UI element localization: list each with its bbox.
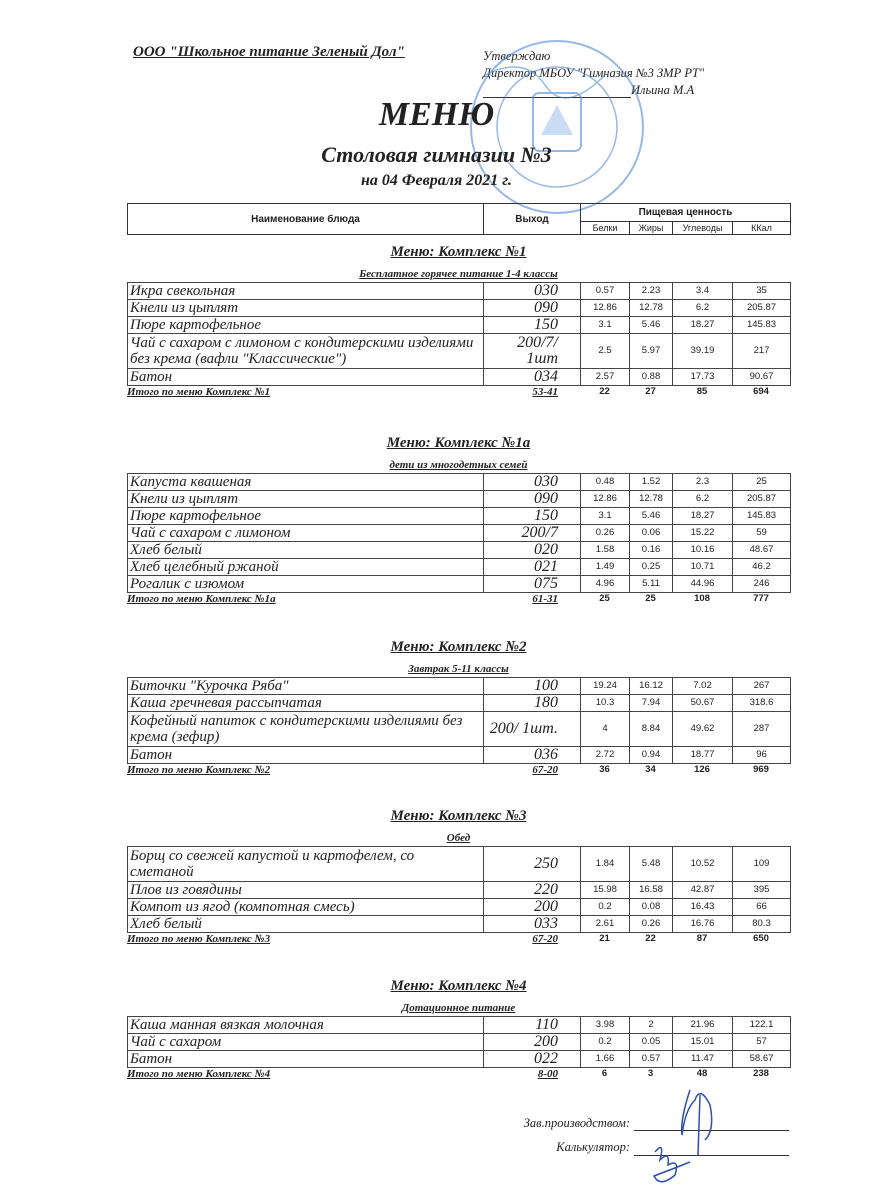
- kcal-value: 145.83: [733, 317, 791, 334]
- kcal-value: 267: [733, 678, 791, 695]
- section-title: Меню: Комплекс №2: [390, 639, 527, 655]
- carbs-value: 42.87: [673, 882, 733, 899]
- protein-value: 19.24: [581, 678, 630, 695]
- fat-value: 16.58: [630, 882, 673, 899]
- fat-value: 5.46: [630, 317, 673, 334]
- carbs-value: 10.16: [673, 542, 733, 559]
- fat-value: 5.46: [630, 508, 673, 525]
- total-fat: 3: [647, 1068, 654, 1079]
- fat-value: 0.06: [630, 525, 673, 542]
- table-row: [128, 695, 791, 712]
- section-subtitle: Обед: [446, 832, 471, 844]
- column-kcal-header: ККал: [733, 222, 791, 235]
- total-fat: 34: [645, 764, 656, 775]
- dish-name: Кнели из цыплят: [128, 300, 484, 317]
- section-total-row: [127, 764, 790, 780]
- fat-value: 0.26: [630, 916, 673, 933]
- total-price: 8-00: [537, 1068, 558, 1080]
- dish-output: 034: [484, 369, 581, 386]
- protein-value: 2.57: [581, 369, 630, 386]
- protein-value: 4.96: [581, 576, 630, 593]
- dish-name: Кофейный напиток с кондитерскими изделиями без крема (зефир): [128, 712, 484, 747]
- menu-section: [127, 241, 790, 402]
- carbs-value: 16.43: [673, 899, 733, 916]
- total-carbs: 87: [696, 933, 708, 944]
- protein-value: 4: [581, 712, 630, 747]
- kcal-value: 96: [733, 747, 791, 764]
- kcal-value: 35: [733, 283, 791, 300]
- page-subtitle: Столовая гимназии №3: [321, 142, 552, 167]
- total-protein: 22: [599, 386, 610, 397]
- carbs-value: 16.76: [673, 916, 733, 933]
- total-kcal: 777: [753, 593, 769, 604]
- total-label: Итого по меню Комплекс №2: [127, 764, 271, 776]
- calculator-label: Калькулятор:: [556, 1140, 630, 1154]
- dish-output: 022: [484, 1051, 581, 1068]
- protein-value: 1.66: [581, 1051, 630, 1068]
- table-row: [128, 1034, 791, 1051]
- table-row: [128, 334, 791, 369]
- dish-name: Батон: [128, 1051, 484, 1068]
- total-carbs: 108: [694, 593, 710, 604]
- dish-name: Биточки "Курочка Ряба": [128, 678, 484, 695]
- dish-output: 200/7: [484, 525, 581, 542]
- dish-name: Каша гречневая рассыпчатая: [128, 695, 484, 712]
- production-head-label: Зав.производством:: [523, 1116, 630, 1130]
- menu-section: [127, 636, 790, 780]
- carbs-value: 7.02: [673, 678, 733, 695]
- carbs-value: 39.19: [673, 334, 733, 369]
- approval-line-2: Директор МБОУ "Гимназия №3 ЗМР РТ": [483, 66, 705, 80]
- dish-name: Икра свекольная: [128, 283, 484, 300]
- carbs-value: 15.01: [673, 1034, 733, 1051]
- dish-name: Каша манная вязкая молочная: [128, 1017, 484, 1034]
- total-kcal: 238: [753, 1068, 769, 1079]
- protein-value: 3.98: [581, 1017, 630, 1034]
- kcal-value: 48.67: [733, 542, 791, 559]
- section-subtitle: Завтрак 5-11 классы: [408, 663, 509, 675]
- dish-name: Плов из говядины: [128, 882, 484, 899]
- table-row: [128, 474, 791, 491]
- dish-output: 036: [484, 747, 581, 764]
- total-fat: 27: [645, 386, 656, 397]
- dish-table: [127, 473, 791, 593]
- kcal-value: 395: [733, 882, 791, 899]
- table-row: [128, 882, 791, 899]
- protein-value: 0.48: [581, 474, 630, 491]
- dish-name: Батон: [128, 747, 484, 764]
- total-kcal: 650: [753, 933, 769, 944]
- table-row: [128, 559, 791, 576]
- dish-name: Чай с сахаром с лимоном: [128, 525, 484, 542]
- kcal-value: 246: [733, 576, 791, 593]
- table-row: [128, 899, 791, 916]
- protein-value: 12.86: [581, 491, 630, 508]
- protein-value: 0.2: [581, 1034, 630, 1051]
- fat-value: 0.88: [630, 369, 673, 386]
- fat-value: 5.11: [630, 576, 673, 593]
- protein-value: 12.86: [581, 300, 630, 317]
- dish-output: 033: [484, 916, 581, 933]
- fat-value: 7.94: [630, 695, 673, 712]
- protein-value: 2.72: [581, 747, 630, 764]
- kcal-value: 57: [733, 1034, 791, 1051]
- table-row: [128, 1051, 791, 1068]
- column-name-header: Наименование блюда: [128, 204, 484, 235]
- carbs-value: 3.4: [673, 283, 733, 300]
- protein-value: 0.2: [581, 899, 630, 916]
- section-total-row: [127, 593, 790, 609]
- fat-value: 1.52: [630, 474, 673, 491]
- organization-name: ООО "Школьное питание Зеленый Дол": [133, 44, 405, 60]
- dish-output: 100: [484, 678, 581, 695]
- dish-output: 220: [484, 882, 581, 899]
- dish-name: Пюре картофельное: [128, 317, 484, 334]
- table-row: [128, 542, 791, 559]
- table-row: [128, 712, 791, 747]
- kcal-value: 145.83: [733, 508, 791, 525]
- dish-table: [127, 846, 791, 933]
- protein-value: 2.5: [581, 334, 630, 369]
- total-protein: 6: [601, 1068, 608, 1079]
- protein-value: 15.98: [581, 882, 630, 899]
- carbs-value: 49.62: [673, 712, 733, 747]
- column-nutrition-header: Пищевая ценность: [581, 204, 791, 222]
- section-title: Меню: Комплекс №3: [390, 808, 527, 824]
- protein-value: 1.84: [581, 847, 630, 882]
- dish-name: Хлеб целебный ржаной: [128, 559, 484, 576]
- section-subtitle: Дотационное питание: [401, 1002, 516, 1014]
- fat-value: 0.08: [630, 899, 673, 916]
- kcal-value: 80.3: [733, 916, 791, 933]
- section-subtitle: Бесплатное горячее питание 1-4 классы: [359, 268, 558, 280]
- dish-output: 250: [484, 847, 581, 882]
- carbs-value: 50.67: [673, 695, 733, 712]
- kcal-value: 318.6: [733, 695, 791, 712]
- table-row: [128, 916, 791, 933]
- menu-section: [127, 805, 790, 949]
- total-protein: 36: [599, 764, 610, 775]
- kcal-value: 205.87: [733, 491, 791, 508]
- dish-output: 200: [484, 1034, 581, 1051]
- kcal-value: 59: [733, 525, 791, 542]
- section-title: Меню: Комплекс №1: [390, 244, 527, 260]
- kcal-value: 205.87: [733, 300, 791, 317]
- dish-table: [127, 1016, 791, 1068]
- kcal-value: 217: [733, 334, 791, 369]
- approval-line-3: Ильина М.А: [631, 83, 695, 97]
- carbs-value: 6.2: [673, 491, 733, 508]
- table-row: [128, 1017, 791, 1034]
- fat-value: 0.94: [630, 747, 673, 764]
- fat-value: 2: [630, 1017, 673, 1034]
- dish-output: 150: [484, 508, 581, 525]
- fat-value: 12.78: [630, 300, 673, 317]
- kcal-value: 58.67: [733, 1051, 791, 1068]
- total-fat: 25: [645, 593, 656, 604]
- total-carbs: 48: [696, 1068, 708, 1079]
- total-protein: 25: [599, 593, 610, 604]
- carbs-value: 15.22: [673, 525, 733, 542]
- dish-output: 200: [484, 899, 581, 916]
- menu-section: [127, 432, 790, 609]
- dish-name: Хлеб белый: [128, 542, 484, 559]
- carbs-value: 18.77: [673, 747, 733, 764]
- dish-name: Кнели из цыплят: [128, 491, 484, 508]
- protein-value: 1.49: [581, 559, 630, 576]
- table-row: [128, 317, 791, 334]
- dish-table: [127, 677, 791, 764]
- carbs-value: 44.96: [673, 576, 733, 593]
- total-label: Итого по меню Комплекс №1а: [127, 593, 276, 605]
- total-kcal: 969: [753, 764, 769, 775]
- carbs-value: 17.73: [673, 369, 733, 386]
- fat-value: 5.48: [630, 847, 673, 882]
- dish-name: Рогалик с изюмом: [128, 576, 484, 593]
- dish-output: 021: [484, 559, 581, 576]
- column-header-table: [127, 203, 791, 235]
- dish-output: 090: [484, 300, 581, 317]
- total-carbs: 85: [696, 386, 708, 397]
- kcal-value: 90.67: [733, 369, 791, 386]
- table-row: [128, 508, 791, 525]
- table-row: [128, 678, 791, 695]
- table-row: [128, 525, 791, 542]
- kcal-value: 109: [733, 847, 791, 882]
- kcal-value: 25: [733, 474, 791, 491]
- carbs-value: 10.52: [673, 847, 733, 882]
- menu-section: [127, 975, 790, 1084]
- total-protein: 21: [599, 933, 610, 944]
- dish-name: Компот из ягод (компотная смесь): [128, 899, 484, 916]
- table-row: [128, 847, 791, 882]
- fat-value: 16.12: [630, 678, 673, 695]
- fat-value: 2.23: [630, 283, 673, 300]
- table-row: [128, 300, 791, 317]
- section-title: Меню: Комплекс №1а: [386, 435, 531, 451]
- kcal-value: 66: [733, 899, 791, 916]
- protein-value: 3.1: [581, 317, 630, 334]
- table-row: [128, 283, 791, 300]
- carbs-value: 18.27: [673, 508, 733, 525]
- fat-value: 12.78: [630, 491, 673, 508]
- table-row: [128, 369, 791, 386]
- column-carbs-header: Углеводы: [673, 222, 733, 235]
- protein-value: 0.26: [581, 525, 630, 542]
- column-output-header: Выход: [484, 204, 581, 235]
- carbs-value: 11.47: [673, 1051, 733, 1068]
- kcal-value: 46.2: [733, 559, 791, 576]
- dish-name: Чай с сахаром с лимоном с кондитерскими изделиями без крема (вафли "Классические"): [128, 334, 484, 369]
- kcal-value: 287: [733, 712, 791, 747]
- section-subtitle: дети из многодетных семей: [389, 459, 528, 471]
- total-label: Итого по меню Комплекс №3: [127, 933, 271, 945]
- dish-name: Борщ со свежей капустой и картофелем, со сметаной: [128, 847, 484, 882]
- total-label: Итого по меню Комплекс №1: [127, 386, 271, 398]
- dish-name: Капуста квашеная: [128, 474, 484, 491]
- column-protein-header: Белки: [581, 222, 630, 235]
- dish-output: 030: [484, 283, 581, 300]
- protein-value: 2.61: [581, 916, 630, 933]
- section-total-row: [127, 386, 790, 402]
- page-title: МЕНЮ: [378, 96, 495, 133]
- dish-output: 090: [484, 491, 581, 508]
- section-total-row: [127, 933, 790, 949]
- fat-value: 0.16: [630, 542, 673, 559]
- table-row: [128, 491, 791, 508]
- total-kcal: 694: [753, 386, 769, 397]
- dish-output: 200/ 1шт.: [484, 712, 581, 747]
- menu-date: на 04 Февраля 2021 г.: [361, 172, 512, 189]
- total-label: Итого по меню Комплекс №4: [127, 1068, 271, 1080]
- protein-value: 3.1: [581, 508, 630, 525]
- dish-output: 110: [484, 1017, 581, 1034]
- dish-output: 030: [484, 474, 581, 491]
- dish-name: Пюре картофельное: [128, 508, 484, 525]
- dish-output: 150: [484, 317, 581, 334]
- dish-name: Чай с сахаром: [128, 1034, 484, 1051]
- section-title: Меню: Комплекс №4: [390, 978, 527, 994]
- fat-value: 0.25: [630, 559, 673, 576]
- total-price: 67-20: [532, 764, 558, 776]
- fat-value: 0.05: [630, 1034, 673, 1051]
- dish-output: 020: [484, 542, 581, 559]
- fat-value: 0.57: [630, 1051, 673, 1068]
- handwritten-signature-icon: [640, 1080, 740, 1190]
- fat-value: 8.84: [630, 712, 673, 747]
- dish-output: 075: [484, 576, 581, 593]
- approval-line-1: Утверждаю: [483, 49, 551, 63]
- total-price: 61-31: [532, 593, 558, 605]
- table-row: [128, 576, 791, 593]
- dish-output: 180: [484, 695, 581, 712]
- protein-value: 0.57: [581, 283, 630, 300]
- carbs-value: 21.96: [673, 1017, 733, 1034]
- carbs-value: 18.27: [673, 317, 733, 334]
- table-row: [128, 747, 791, 764]
- kcal-value: 122.1: [733, 1017, 791, 1034]
- dish-name: Батон: [128, 369, 484, 386]
- total-fat: 22: [645, 933, 656, 944]
- dish-table: [127, 282, 791, 386]
- total-price: 53-41: [532, 386, 558, 398]
- total-price: 67-20: [532, 933, 558, 945]
- total-carbs: 126: [694, 764, 710, 775]
- dish-output: 200/7/ 1шт: [484, 334, 581, 369]
- protein-value: 10.3: [581, 695, 630, 712]
- carbs-value: 10.71: [673, 559, 733, 576]
- column-fat-header: Жиры: [630, 222, 673, 235]
- fat-value: 5.97: [630, 334, 673, 369]
- carbs-value: 6.2: [673, 300, 733, 317]
- protein-value: 1.58: [581, 542, 630, 559]
- carbs-value: 2.3: [673, 474, 733, 491]
- dish-name: Хлеб белый: [128, 916, 484, 933]
